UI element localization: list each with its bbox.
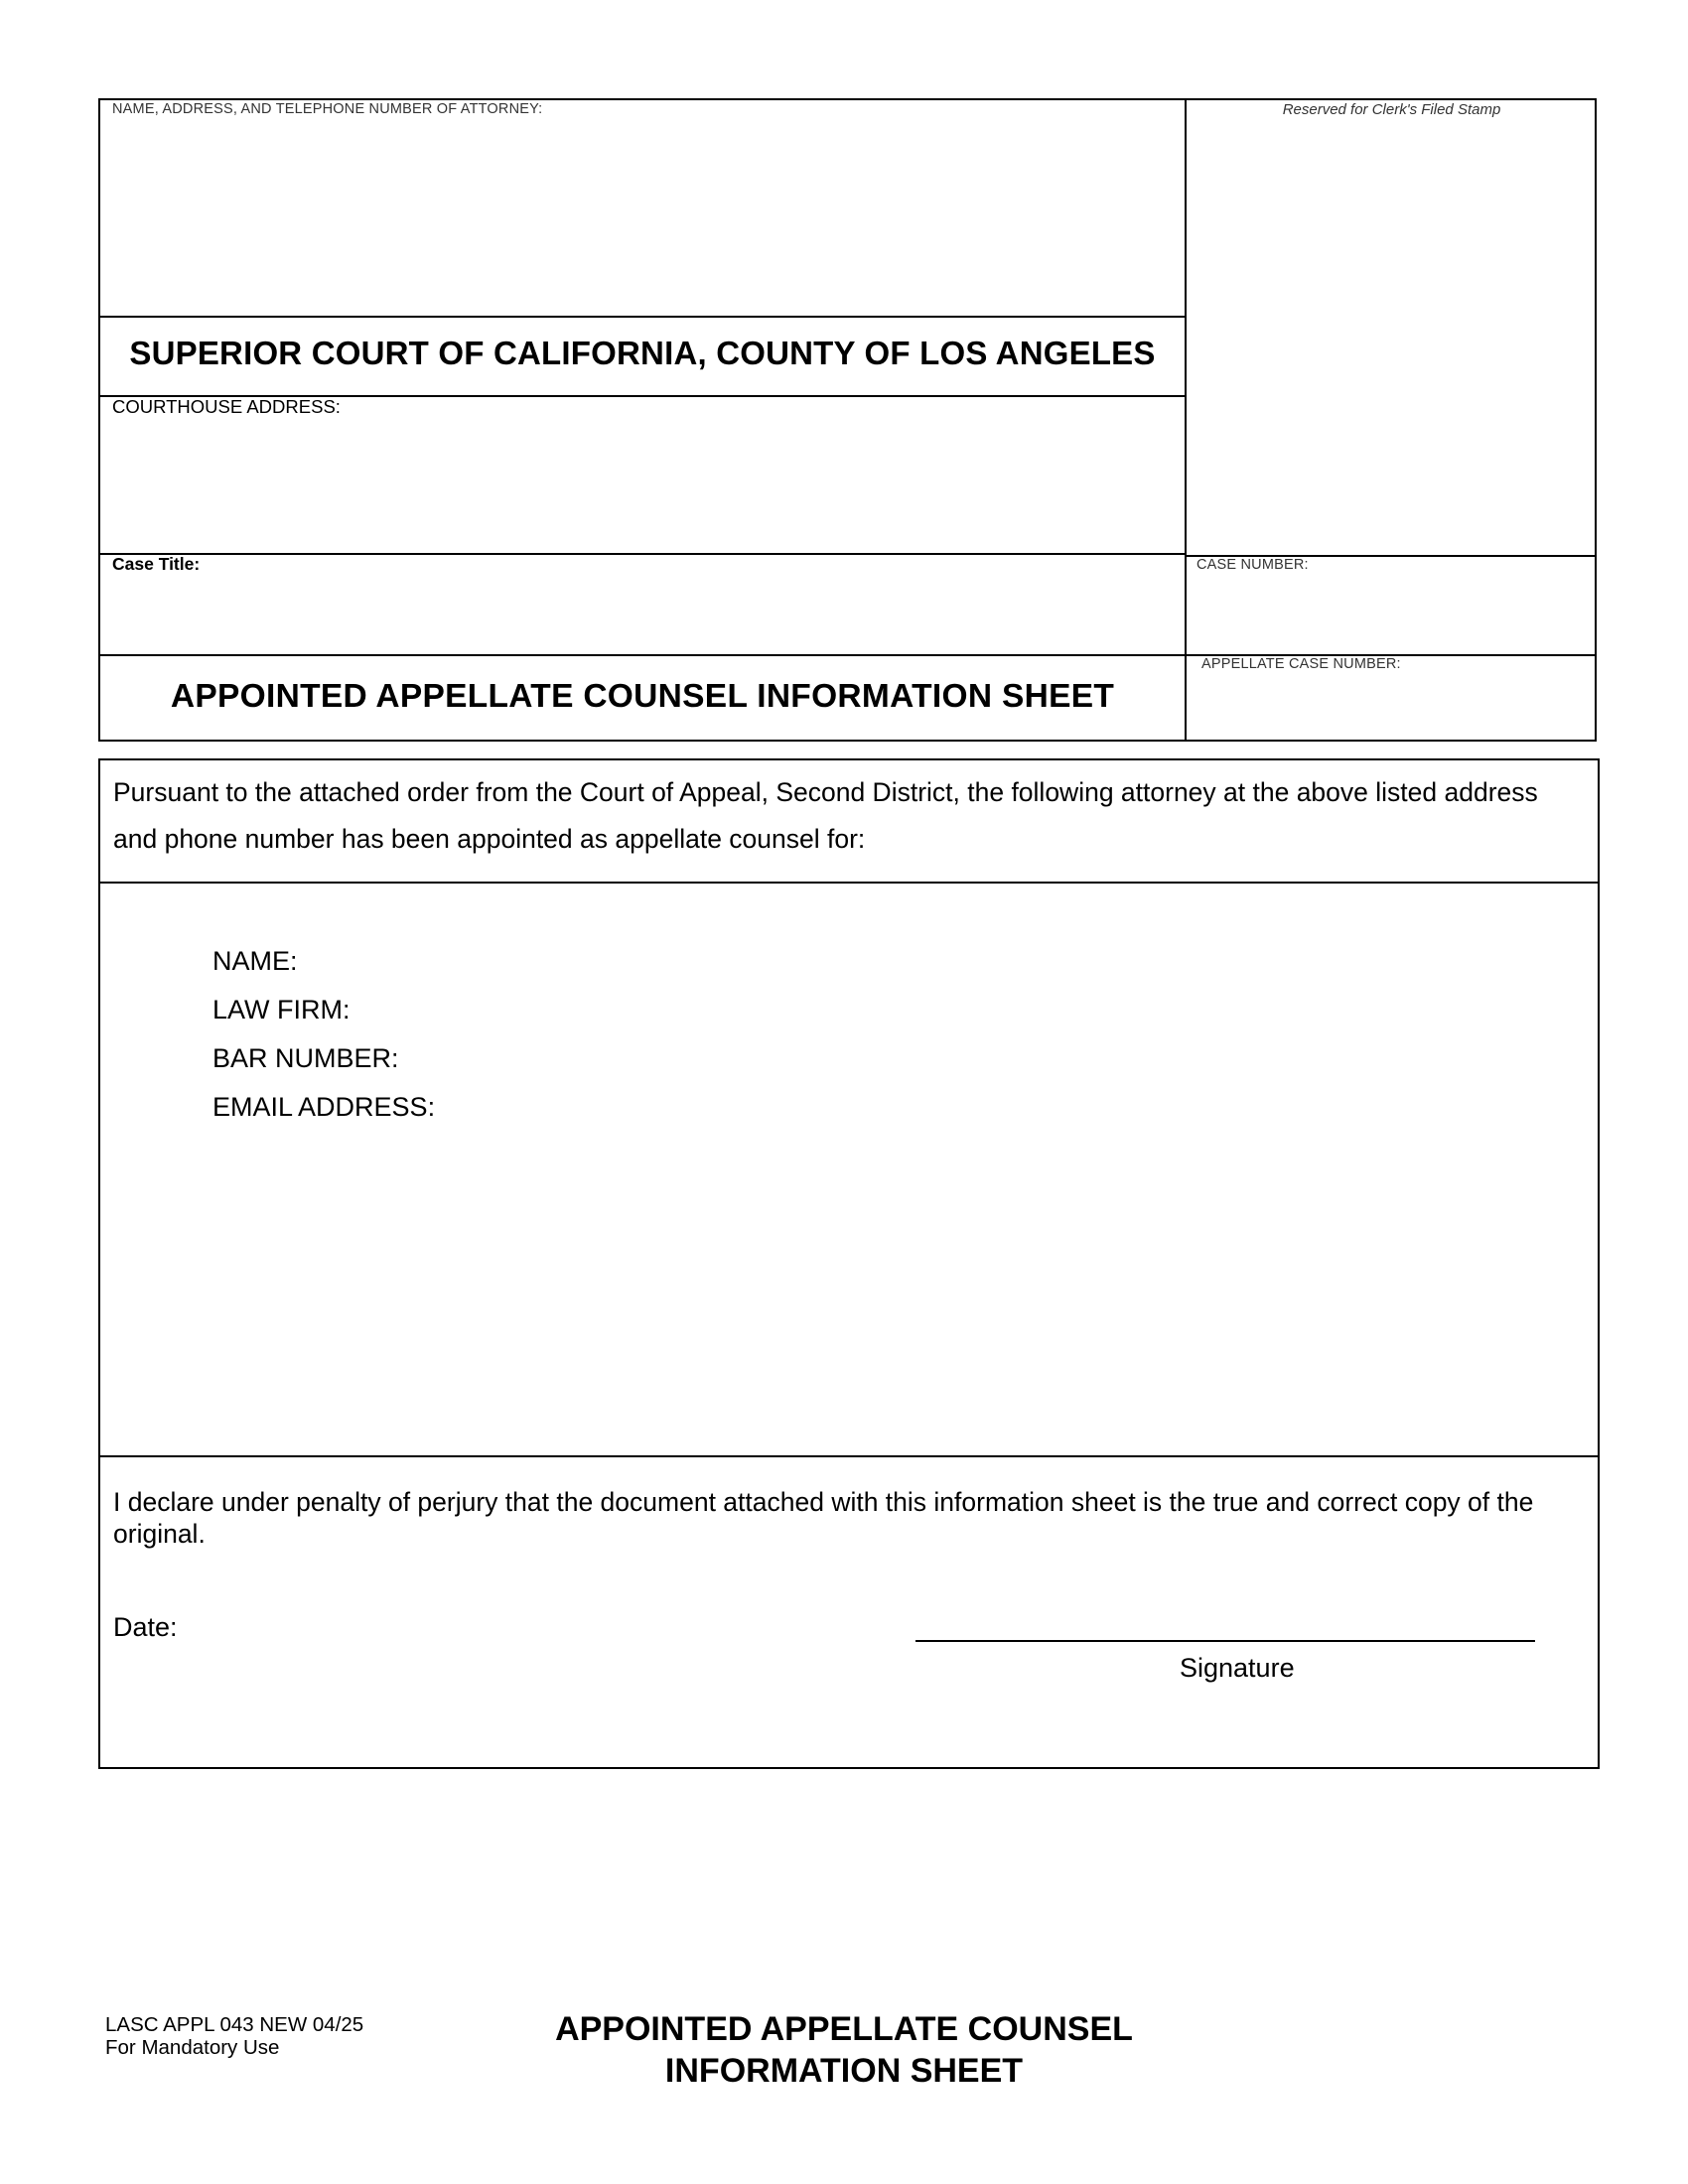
date-field[interactable]	[184, 1608, 631, 1644]
appellate-case-number-field[interactable]	[1189, 680, 1594, 740]
form-code: LASC APPL 043 NEW 04/25	[105, 2013, 364, 2036]
signature-line	[915, 1640, 1535, 1642]
divider-case-title	[98, 654, 1187, 656]
divider-attorney	[98, 316, 1187, 318]
intro-text: Pursuant to the attached order from the Court of Appeal, Second District, the following attorney at the above listed address and phone number has been appointed as appellate counsel for:	[113, 777, 1538, 854]
bar-number-label: BAR NUMBER:	[212, 1043, 399, 1073]
divider-intro	[98, 882, 1600, 884]
mandatory-use: For Mandatory Use	[105, 2036, 280, 2059]
email-field[interactable]	[449, 1089, 1499, 1125]
header-vertical-divider	[1185, 98, 1187, 742]
law-firm-label: LAW FIRM:	[212, 995, 351, 1024]
declaration-text: I declare under penalty of perjury that the document attached with this information sheet is the true and correct copy of the original.	[113, 1487, 1534, 1549]
email-label: EMAIL ADDRESS:	[212, 1092, 436, 1122]
appellate-case-number-label: APPELLATE CASE NUMBER:	[1201, 656, 1401, 672]
footer-title-line1: APPOINTED APPELLATE COUNSEL	[555, 2010, 1133, 2048]
name-label: NAME:	[212, 946, 298, 976]
courthouse-label: COURTHOUSE ADDRESS:	[112, 396, 341, 417]
signature-field[interactable]	[915, 1598, 1535, 1638]
divider-courthouse	[98, 553, 1187, 555]
name-field[interactable]	[308, 943, 1499, 979]
bar-number-field[interactable]	[409, 1040, 1499, 1076]
case-title-field[interactable]	[100, 579, 1183, 652]
footer-title-line2: INFORMATION SHEET	[664, 2052, 1024, 2090]
court-name: SUPERIOR COURT OF CALIFORNIA, COUNTY OF LOS ANGELES	[129, 335, 1156, 371]
attorney-field[interactable]	[100, 125, 1183, 314]
form-title: APPOINTED APPELLATE COUNSEL INFORMATION SHEET	[170, 678, 1115, 715]
courthouse-field[interactable]	[100, 422, 1183, 551]
divider-fields	[98, 1455, 1600, 1457]
attorney-label: NAME, ADDRESS, AND TELEPHONE NUMBER OF ATTORNEY:	[112, 101, 543, 117]
clerk-stamp-label: Reserved for Clerk's Filed Stamp	[1282, 101, 1501, 118]
case-title-label: Case Title:	[112, 554, 201, 574]
case-number-label: CASE NUMBER:	[1196, 557, 1309, 573]
signature-label: Signature	[1180, 1653, 1295, 1683]
law-firm-field[interactable]	[362, 992, 1499, 1027]
case-number-field[interactable]	[1189, 581, 1594, 652]
date-label: Date:	[113, 1612, 178, 1642]
